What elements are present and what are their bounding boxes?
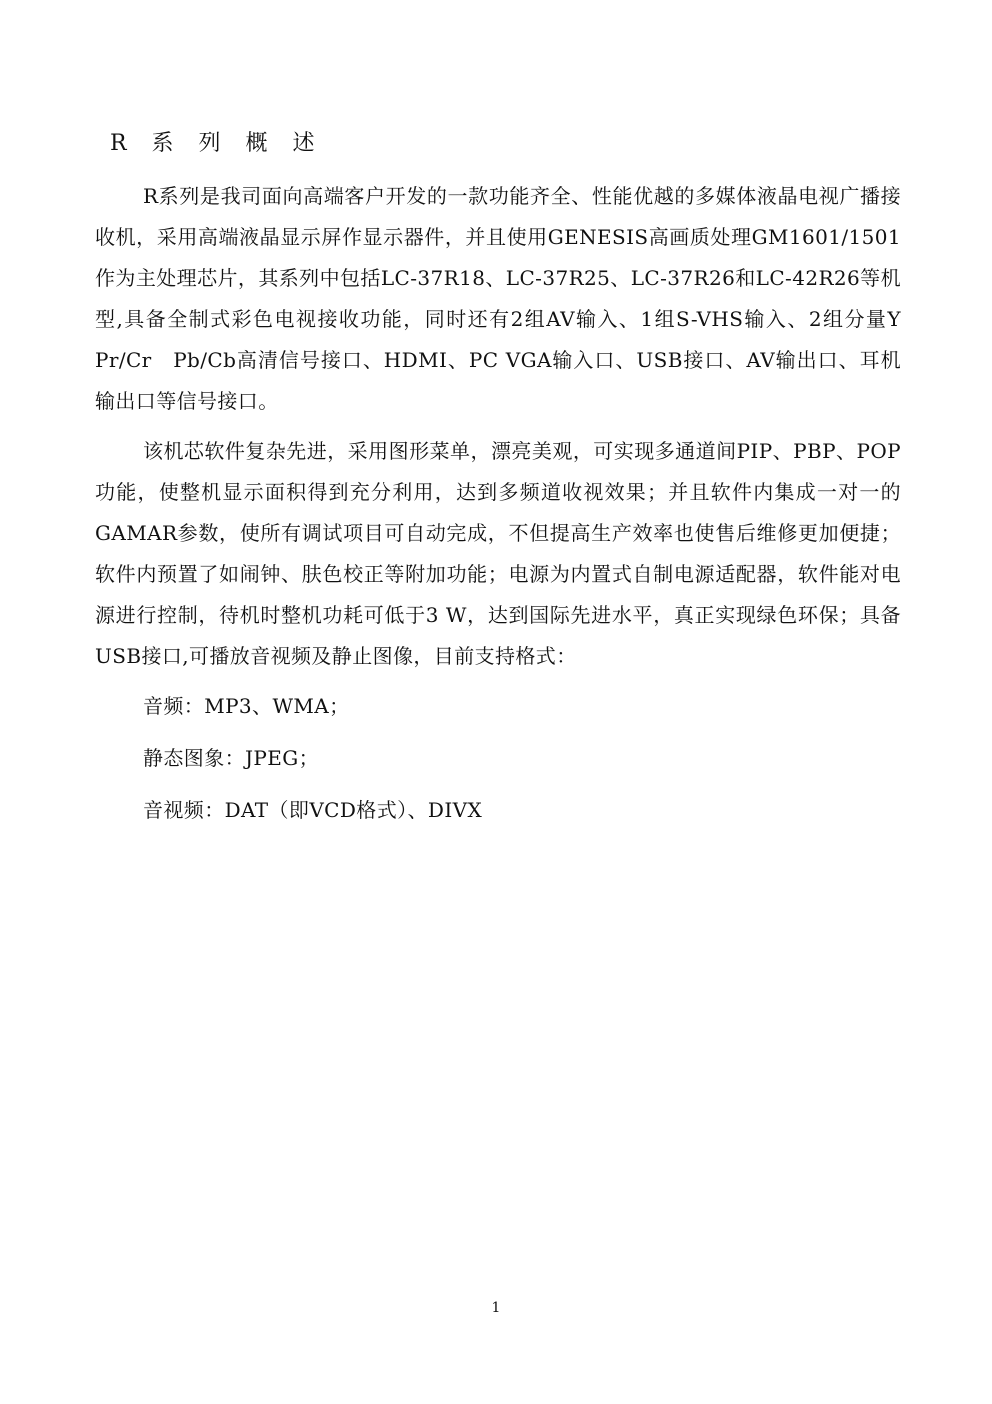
page-number: 1 [491, 1300, 501, 1316]
paragraph-software: 该机芯软件复杂先进，采用图形菜单，漂亮美观，可实现多通道间PIP、PBP、POP功能，使整机显示面积得到充分利用，达到多频道收视效果；并且软件内集成一对一的GAMAR参数，使所有调试项目可自动完成，不但提高生产效率也使售后维修更加便捷；软件内预置了如闹钟、肤色校正等附加功能；电源为内置式自制电源适配器，软件能对电源进行控制，待机时整机功耗可低于3 W，达到国际先进水平，真正实现绿色环保；具备USB接口,可播放音视频及静止图像，目前支持格式： [95, 439, 901, 668]
section-title: R 系 列 概 述 [110, 131, 324, 156]
format-audio: 音频：MP3、WMA； [143, 694, 350, 718]
format-image: 静态图象：JPEG； [143, 746, 320, 770]
format-video: 音视频：DAT（即VCD格式）、DIVX [143, 798, 483, 822]
body-text [95, 176, 922, 842]
paragraph-overview: R系列是我司面向高端客户开发的一款功能齐全、性能优越的多媒体液晶电视广播接收机，采用高端液晶显示屏作显示器件，并且使用GENESIS高画质处理GM1601/1501作为主处理芯片，其系列中包括LC-37R18、LC-37R25、LC-37R26和LC-42R26等机型,具备全制式彩色电视接收功能，同时还有2组AV输入、1组S-VHS输入、2组分量Y Pr/Cr Pb/Cb高清信号接口、HDMI、PC VGA输入口、USB接口、AV输出口、耳机输出口等信号接口。 [95, 184, 922, 413]
